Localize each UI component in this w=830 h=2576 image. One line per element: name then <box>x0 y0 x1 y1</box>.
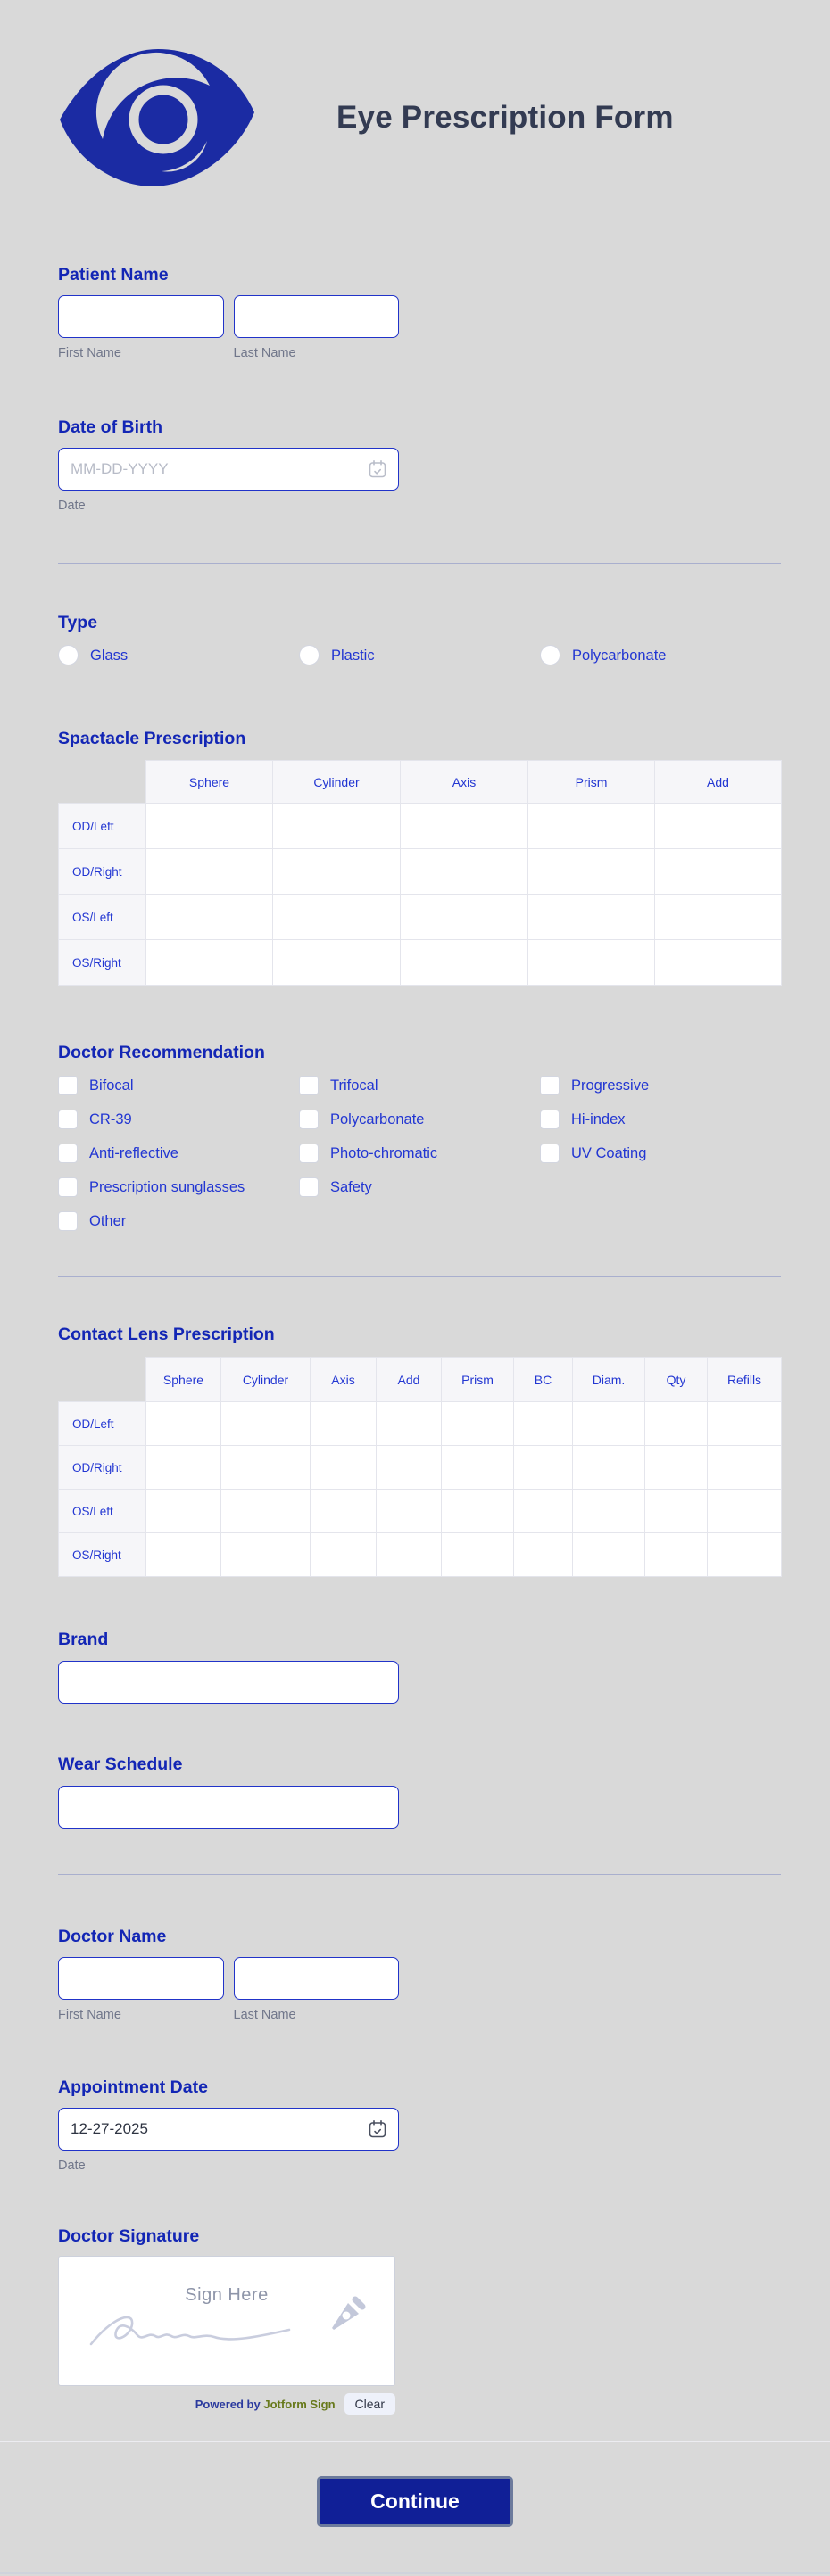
calendar-icon[interactable] <box>367 2118 388 2140</box>
checkbox-box-icon[interactable] <box>299 1110 319 1129</box>
row-header: OS/Right <box>59 1533 146 1577</box>
patient-last-name-sublabel: Last Name <box>233 346 296 360</box>
table-corner-cell <box>59 1358 146 1402</box>
signature-pad[interactable] <box>58 2256 395 2386</box>
matrix-cell[interactable] <box>645 1402 708 1446</box>
column-header: Axis <box>311 1358 377 1402</box>
column-header: Add <box>377 1358 442 1402</box>
signature-scribble-icon <box>87 2303 305 2353</box>
matrix-cell[interactable] <box>514 1402 573 1446</box>
wear-schedule-label: Wear Schedule <box>58 1754 183 1774</box>
matrix-cell[interactable] <box>645 1490 708 1533</box>
checkbox-box-icon[interactable] <box>540 1144 560 1163</box>
section-divider <box>58 563 781 564</box>
matrix-cell[interactable] <box>528 849 655 895</box>
appointment-date-label: Appointment Date <box>58 2077 208 2097</box>
radio-plastic-label: Plastic <box>331 647 375 664</box>
matrix-cell[interactable] <box>573 1446 645 1490</box>
column-header: Refills <box>708 1358 782 1402</box>
matrix-cell[interactable] <box>645 1446 708 1490</box>
matrix-cell[interactable] <box>442 1446 514 1490</box>
matrix-cell[interactable] <box>273 804 401 849</box>
matrix-cell[interactable] <box>273 849 401 895</box>
checkbox-box-icon[interactable] <box>58 1144 78 1163</box>
wear-schedule-field <box>58 1754 781 1829</box>
matrix-cell[interactable] <box>401 895 528 940</box>
page-title: Eye Prescription Form <box>336 100 674 135</box>
checkbox-other[interactable]: Other <box>58 1211 299 1231</box>
column-header: Qty <box>645 1358 708 1402</box>
checkbox-box-icon[interactable] <box>540 1110 560 1129</box>
matrix-cell[interactable] <box>311 1533 377 1577</box>
doctor-recommendation-options <box>58 1076 781 1231</box>
checkbox-box-icon[interactable] <box>299 1144 319 1163</box>
matrix-cell[interactable] <box>273 895 401 940</box>
matrix-cell[interactable] <box>708 1490 782 1533</box>
radio-polycarbonate[interactable] <box>540 645 781 665</box>
spectacle-prescription-table <box>58 760 782 986</box>
doctor-first-name-sublabel: First Name <box>58 2008 121 2022</box>
row-header: OS/Left <box>59 895 146 940</box>
date-of-birth-input[interactable] <box>58 448 399 491</box>
column-header: Cylinder <box>221 1358 311 1402</box>
matrix-cell[interactable] <box>514 1533 573 1577</box>
checkbox-box-icon[interactable] <box>299 1076 319 1095</box>
checkbox-polycarbonate[interactable]: Polycarbonate <box>299 1110 540 1129</box>
type-label: Type <box>58 613 98 632</box>
column-header: BC <box>514 1358 573 1402</box>
matrix-cell[interactable] <box>311 1402 377 1446</box>
table-row <box>59 940 782 986</box>
matrix-cell[interactable] <box>377 1533 442 1577</box>
table-row <box>59 895 782 940</box>
doctor-first-name-input[interactable] <box>58 1957 224 2000</box>
matrix-cell[interactable] <box>401 804 528 849</box>
checkbox-prescription-sunglasses[interactable]: Prescription sunglasses <box>58 1177 299 1197</box>
eye-logo-icon <box>58 46 256 189</box>
matrix-cell[interactable] <box>221 1533 311 1577</box>
brand-label: Brand <box>58 1630 109 1649</box>
sign-here-placeholder: Sign Here <box>185 2285 269 2305</box>
patient-name-field <box>58 264 781 361</box>
date-of-birth-field <box>58 417 781 514</box>
matrix-cell[interactable] <box>645 1533 708 1577</box>
matrix-cell[interactable] <box>573 1402 645 1446</box>
checkbox-uv-coating[interactable]: UV Coating <box>540 1144 781 1163</box>
column-header: Cylinder <box>273 761 401 804</box>
matrix-cell[interactable] <box>146 940 273 986</box>
row-header: OS/Right <box>59 940 146 986</box>
section-divider <box>58 1874 781 1875</box>
patient-first-name-input[interactable] <box>58 295 224 338</box>
radio-circle-icon[interactable] <box>58 645 79 665</box>
matrix-cell[interactable] <box>655 940 782 986</box>
matrix-cell[interactable] <box>377 1402 442 1446</box>
row-header: OD/Left <box>59 804 146 849</box>
row-header: OD/Right <box>59 849 146 895</box>
matrix-cell[interactable] <box>273 940 401 986</box>
matrix-cell[interactable] <box>311 1490 377 1533</box>
matrix-cell[interactable] <box>442 1490 514 1533</box>
table-corner-cell <box>59 761 146 804</box>
matrix-cell[interactable] <box>221 1446 311 1490</box>
doctor-signature-field <box>58 2225 781 2415</box>
radio-polycarbonate-label: Polycarbonate <box>572 647 667 664</box>
checkbox-box-icon[interactable] <box>58 1110 78 1129</box>
matrix-cell[interactable] <box>514 1490 573 1533</box>
appointment-date-sublabel: Date <box>58 2159 86 2173</box>
row-header: OD/Right <box>59 1446 146 1490</box>
table-row <box>59 1490 782 1533</box>
matrix-cell[interactable] <box>146 804 273 849</box>
radio-glass-label: Glass <box>90 647 129 664</box>
type-field <box>58 612 781 665</box>
form-footer <box>0 2441 830 2574</box>
table-row <box>59 1533 782 1577</box>
matrix-cell[interactable] <box>655 849 782 895</box>
matrix-cell[interactable] <box>146 1402 221 1446</box>
checkbox-cr-39[interactable]: CR-39 <box>58 1110 299 1129</box>
section-divider <box>58 1276 781 1277</box>
checkbox-trifocal[interactable]: Trifocal <box>299 1076 540 1095</box>
pen-nib-icon <box>327 2294 368 2335</box>
matrix-cell[interactable] <box>708 1402 782 1446</box>
checkbox-bifocal[interactable]: Bifocal <box>58 1076 299 1095</box>
patient-last-name-input[interactable] <box>234 295 400 338</box>
continue-button[interactable]: Continue <box>317 2476 513 2527</box>
column-header: Diam. <box>573 1358 645 1402</box>
doctor-name-label: Doctor Name <box>58 1927 167 1946</box>
date-of-birth-sublabel: Date <box>58 499 86 513</box>
matrix-cell[interactable] <box>528 804 655 849</box>
matrix-cell[interactable] <box>528 895 655 940</box>
contact-lens-prescription-label: Contact Lens Prescription <box>58 1325 275 1344</box>
matrix-cell[interactable] <box>442 1402 514 1446</box>
table-row <box>59 1446 782 1490</box>
brand-input[interactable] <box>58 1661 399 1704</box>
patient-first-name-sublabel: First Name <box>58 346 121 360</box>
jotform-sign-brand: Jotform Sign <box>263 2397 336 2411</box>
form-header <box>58 46 781 189</box>
column-header: Add <box>655 761 782 804</box>
radio-circle-icon[interactable] <box>299 645 320 665</box>
matrix-cell[interactable] <box>146 1490 221 1533</box>
column-header: Sphere <box>146 1358 221 1402</box>
doctor-last-name-input[interactable] <box>234 1957 400 2000</box>
matrix-cell[interactable] <box>514 1446 573 1490</box>
column-header: Sphere <box>146 761 273 804</box>
contact-lens-prescription-table <box>58 1357 782 1577</box>
checkbox-box-icon[interactable] <box>540 1076 560 1095</box>
matrix-cell[interactable] <box>655 895 782 940</box>
matrix-cell[interactable] <box>146 849 273 895</box>
matrix-cell[interactable] <box>442 1533 514 1577</box>
appointment-date-input[interactable] <box>58 2108 399 2151</box>
checkbox-progressive[interactable]: Progressive <box>540 1076 781 1095</box>
spectacle-prescription-label: Spactacle Prescription <box>58 729 246 748</box>
checkbox-hi-index[interactable]: Hi-index <box>540 1110 781 1129</box>
matrix-cell[interactable] <box>708 1533 782 1577</box>
matrix-cell[interactable] <box>708 1446 782 1490</box>
matrix-cell[interactable] <box>146 1533 221 1577</box>
matrix-cell[interactable] <box>311 1446 377 1490</box>
matrix-cell[interactable] <box>401 849 528 895</box>
doctor-signature-label: Doctor Signature <box>58 2226 200 2246</box>
matrix-cell[interactable] <box>573 1533 645 1577</box>
brand-field <box>58 1629 781 1704</box>
table-row <box>59 1402 782 1446</box>
matrix-cell[interactable] <box>655 804 782 849</box>
column-header: Prism <box>442 1358 514 1402</box>
matrix-cell[interactable] <box>146 1446 221 1490</box>
doctor-last-name-sublabel: Last Name <box>233 2008 296 2022</box>
table-row <box>59 804 782 849</box>
calendar-icon[interactable] <box>367 458 388 480</box>
radio-circle-icon[interactable] <box>540 645 560 665</box>
doctor-name-field <box>58 1926 781 2023</box>
column-header: Prism <box>528 761 655 804</box>
wear-schedule-input[interactable] <box>58 1786 399 1829</box>
type-options <box>58 645 781 665</box>
date-of-birth-label: Date of Birth <box>58 417 162 437</box>
row-header: OS/Left <box>59 1490 146 1533</box>
matrix-cell[interactable] <box>221 1490 311 1533</box>
checkbox-box-icon[interactable] <box>58 1177 78 1197</box>
powered-by-jotform-sign: Powered by Jotform Sign <box>195 2397 336 2411</box>
table-row <box>59 849 782 895</box>
radio-plastic[interactable] <box>299 645 540 665</box>
matrix-cell[interactable] <box>377 1490 442 1533</box>
doctor-recommendation-label: Doctor Recommendation <box>58 1043 265 1062</box>
matrix-cell[interactable] <box>401 940 528 986</box>
column-header: Axis <box>401 761 528 804</box>
checkbox-box-icon[interactable] <box>299 1177 319 1197</box>
patient-name-label: Patient Name <box>58 265 169 285</box>
matrix-cell[interactable] <box>528 940 655 986</box>
radio-glass[interactable] <box>58 645 299 665</box>
appointment-date-field <box>58 2076 781 2174</box>
clear-signature-button[interactable]: Clear <box>344 2393 395 2415</box>
checkbox-anti-reflective[interactable]: Anti-reflective <box>58 1144 299 1163</box>
row-header: OD/Left <box>59 1402 146 1446</box>
checkbox-photo-chromatic[interactable]: Photo-chromatic <box>299 1144 540 1163</box>
matrix-cell[interactable] <box>377 1446 442 1490</box>
matrix-cell[interactable] <box>573 1490 645 1533</box>
checkbox-box-icon[interactable] <box>58 1076 78 1095</box>
matrix-cell[interactable] <box>146 895 273 940</box>
matrix-cell[interactable] <box>221 1402 311 1446</box>
checkbox-box-icon[interactable] <box>58 1211 78 1231</box>
checkbox-safety[interactable]: Safety <box>299 1177 540 1197</box>
